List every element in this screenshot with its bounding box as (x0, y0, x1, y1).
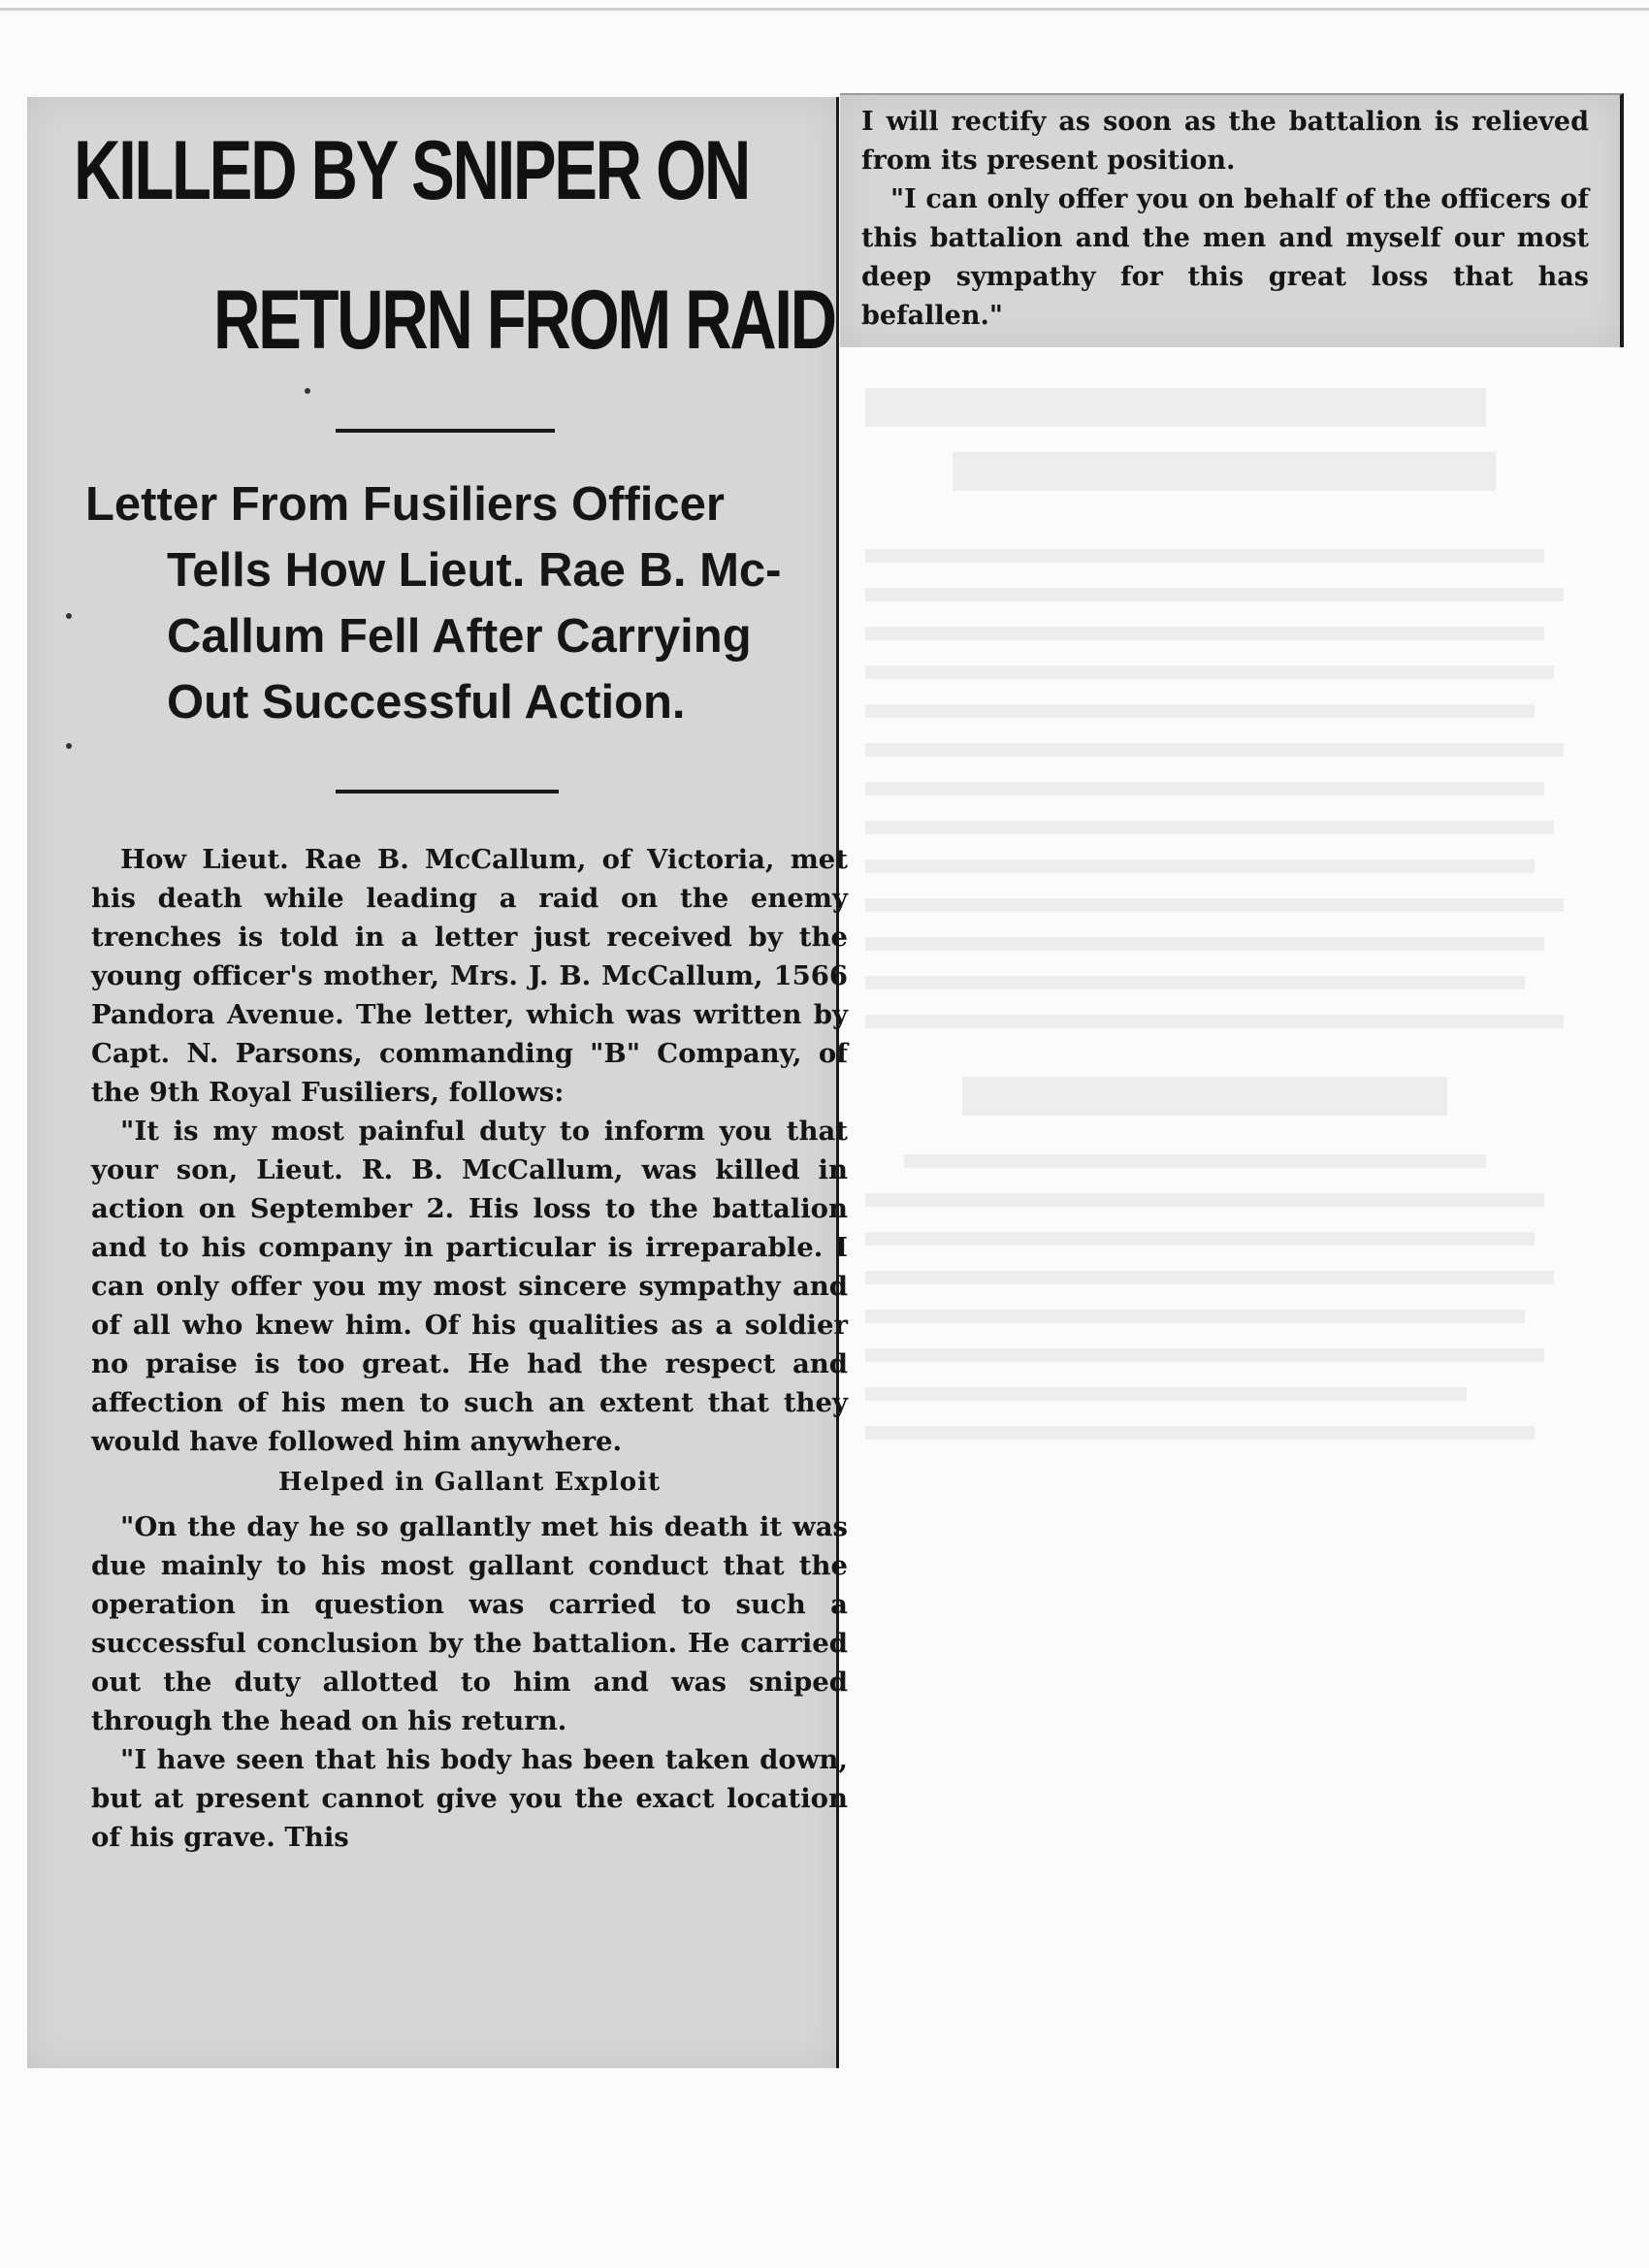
print-speck (66, 743, 72, 749)
subhead-line: Callum Fell After Carrying (167, 610, 752, 663)
subheadline (85, 471, 852, 735)
headline-line-2: RETURN FROM RAID (213, 274, 835, 367)
body-paragraph: "I can only offer you on behalf of the officers of this battalion and the men and myself our most deep sympathy for this great loss that has befallen." (861, 184, 1589, 331)
body-paragraph: I will rectify as soon as the battalion is relieved from its present position. (861, 107, 1589, 176)
subhead-line: Letter From Fusiliers Officer (85, 478, 725, 531)
body-paragraph: "I have seen that his body has been taken down, but at present cannot give you the exact location of his grave. This (91, 1744, 848, 1853)
body-paragraph: "It is my most painful duty to inform you that your son, Lieut. R. B. McCallum, was killed in action on September 2. His loss to the battalion and to his company in particular is irreparable. I can only offer you my most sincere sympathy and of all who knew him. Of his qualities as a soldier no praise is too great. He had the respect and affection of his men to such an extent that they would have followed him anywhere. (91, 1116, 848, 1457)
subhead-divider (336, 790, 559, 794)
body-paragraph: How Lieut. Rae B. McCallum, of Victoria, met his death while leading a raid on the enemy trenches is told in a letter just received by the young officer's mother, Mrs. J. B. McCallum, 1566 Pandora Avenue. The letter, which was written by Capt. N. Parsons, commanding "B" Company, of the 9th Royal Fusiliers, follows: (91, 844, 848, 1108)
subhead-line: Tells How Lieut. Rae B. Mc- (167, 544, 782, 597)
headline-line-1: KILLED BY SNIPER ON (74, 124, 750, 217)
article-body (91, 840, 848, 1857)
article-clipping-continued (840, 93, 1624, 347)
continued-body (861, 103, 1589, 336)
body-paragraph: "On the day he so gallantly met his death it was due mainly to his most gallant conduct that the operation in question was carried to such a successful conclusion by the battalion. He carried out the duty allotted to him and was sniped through the head on his return. (91, 1511, 848, 1736)
article-clipping-main (27, 97, 848, 2068)
headline-divider (336, 429, 555, 433)
print-speck (305, 388, 310, 394)
print-speck (66, 613, 72, 619)
page-top-border (0, 8, 1649, 11)
bleed-through-area (846, 349, 1612, 2018)
subhead-line: Out Successful Action. (167, 676, 686, 729)
crosshead: Helped in Gallant Exploit (278, 1468, 661, 1497)
